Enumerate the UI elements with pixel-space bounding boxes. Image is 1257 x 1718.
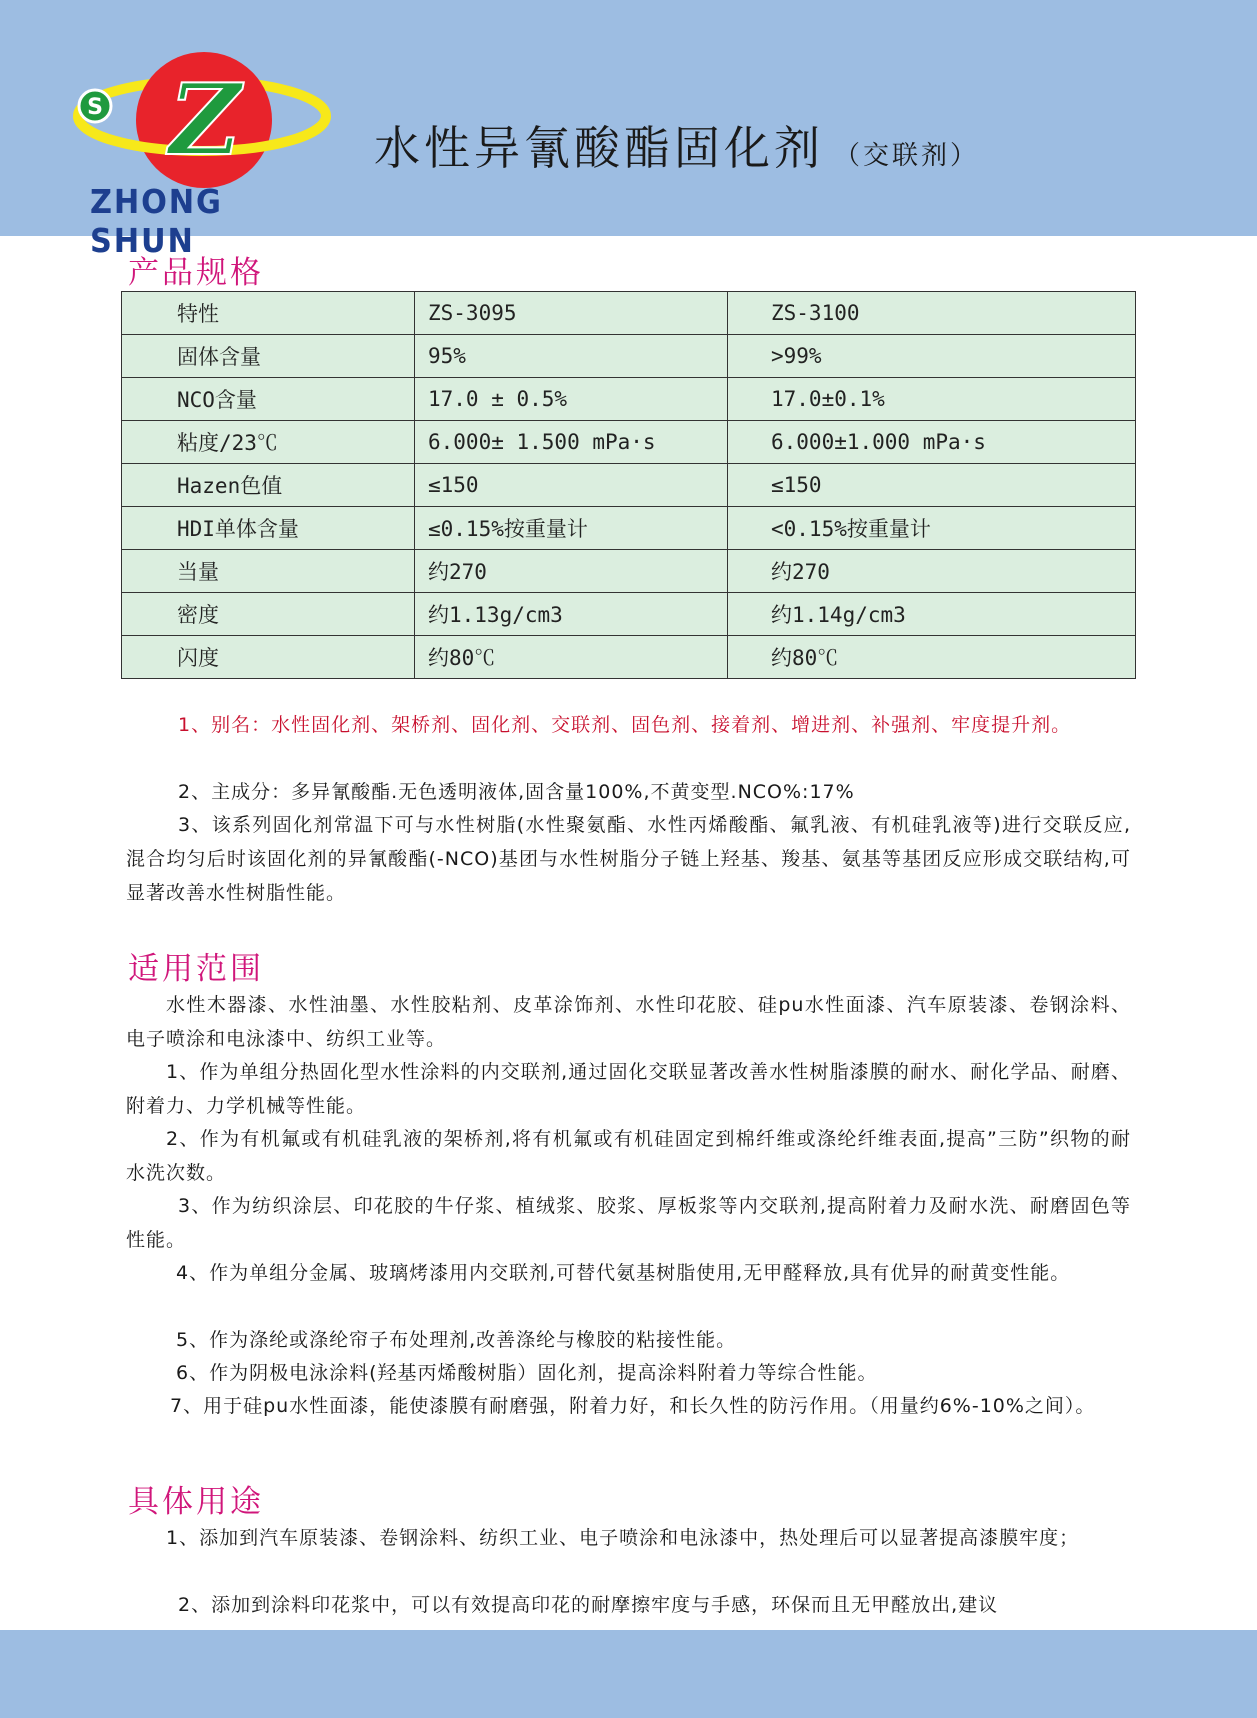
- spec-zs3100-cell: ≤150: [728, 464, 1136, 507]
- spec-property-cell: 密度: [122, 593, 415, 636]
- logo-s-letter: S: [87, 95, 103, 120]
- page-title: [374, 112, 979, 178]
- usage-heading: 具体用途: [128, 1484, 264, 1520]
- spec-zs3095-cell: ZS-3095: [415, 292, 728, 335]
- spec-zs3095-cell: 约1.13g/cm3: [415, 593, 728, 636]
- scope-heading: 适用范围: [128, 951, 264, 987]
- logo-wordmark: ZHONG SHUN: [90, 182, 223, 260]
- spec-zs3095-cell: 17.0 ± 0.5%: [415, 378, 728, 421]
- spec-zs3095-cell: ≤150: [415, 464, 728, 507]
- spec-zs3095-cell: 约270: [415, 550, 728, 593]
- spec-property-cell: 当量: [122, 550, 415, 593]
- usage-item: 2、添加到涂料印花浆中，可以有效提高印花的耐摩擦牢度与手感，环保而且无甲醛放出,建议: [178, 1594, 999, 1616]
- spec-zs3100-cell: 约1.14g/cm3: [728, 593, 1136, 636]
- note-reaction: 3、该系列固化剂常温下可与水性树脂(水性聚氨酯、水性丙烯酸酯、氟乳液、有机硅乳液等)进行交联反应,混合均匀后时该固化剂的异氰酸酯(-NCO)基团与水性树脂分子链上羟基、羧基、氨基等基团反应形成交联结构,可显著改善水性树脂性能。: [126, 814, 1131, 904]
- footer-band: [0, 1630, 1257, 1718]
- scope-item: 2、作为有机氟或有机硅乳液的架桥剂,将有机氟或有机硅固定到棉纤维或涤纶纤维表面,提高”三防”织物的耐水洗次数。: [126, 1128, 1131, 1184]
- usage-item: 1、添加到汽车原装漆、卷钢涂料、纺织工业、电子喷涂和电泳漆中，热处理后可以显著提高漆膜牢度；: [166, 1527, 1080, 1549]
- spec-row: [122, 421, 1136, 464]
- spec-property-cell: 固体含量: [122, 335, 415, 378]
- spec-zs3095-cell: ≤0.15%按重量计: [415, 507, 728, 550]
- note-composition: 2、主成分：多异氰酸酯.无色透明液体,固含量100%,不黄变型.NCO%:17%: [178, 781, 855, 803]
- spec-row: [122, 378, 1136, 421]
- spec-property-cell: 粘度/23℃: [122, 421, 415, 464]
- spec-row: [122, 335, 1136, 378]
- spec-zs3100-cell: 约80℃: [728, 636, 1136, 679]
- scope-item: 5、作为涤纶或涤纶帘子布处理剂,改善涤纶与橡胶的粘接性能。: [176, 1329, 737, 1351]
- spec-zs3100-cell: ZS-3100: [728, 292, 1136, 335]
- spec-property-cell: HDI单体含量: [122, 507, 415, 550]
- scope-intro: 水性木器漆、水性油墨、水性胶粘剂、皮革涂饰剂、水性印花胶、硅pu水性面漆、汽车原装漆、卷钢涂料、电子喷涂和电泳漆中、纺织工业等。: [126, 994, 1131, 1050]
- scope-item: 4、作为单组分金属、玻璃烤漆用内交联剂,可替代氨基树脂使用,无甲醛释放,具有优异的耐黄变性能。: [176, 1262, 1071, 1284]
- spec-zs3095-cell: 约80℃: [415, 636, 728, 679]
- spec-zs3100-cell: 17.0±0.1%: [728, 378, 1136, 421]
- spec-property-cell: NCO含量: [122, 378, 415, 421]
- spec-zs3095-cell: 95%: [415, 335, 728, 378]
- spec-property-cell: Hazen色值: [122, 464, 415, 507]
- spec-row: [122, 636, 1136, 679]
- spec-zs3100-cell: 约270: [728, 550, 1136, 593]
- scope-item: 6、作为阴极电泳涂料(羟基丙烯酸树脂）固化剂，提高涂料附着力等综合性能。: [176, 1362, 878, 1384]
- note-alias: 1、别名：水性固化剂、架桥剂、固化剂、交联剂、固色剂、接着剂、增进剂、补强剂、牢度提升剂。: [178, 714, 1072, 736]
- spec-zs3095-cell: 6.000± 1.500 mPa·s: [415, 421, 728, 464]
- spec-heading: 产品规格: [128, 255, 264, 291]
- spec-property-cell: 闪度: [122, 636, 415, 679]
- spec-row: [122, 550, 1136, 593]
- scope-item: 1、作为单组分热固化型水性涂料的内交联剂,通过固化交联显著改善水性树脂漆膜的耐水、耐化学品、耐磨、附着力、力学机械等性能。: [126, 1061, 1131, 1117]
- spec-property-cell: 特性: [122, 292, 415, 335]
- spec-row: [122, 507, 1136, 550]
- spec-zs3100-cell: >99%: [728, 335, 1136, 378]
- spec-row: [122, 593, 1136, 636]
- title-subtitle: （交联剂）: [834, 141, 980, 171]
- title-text: 水性异氰酸酯固化剂: [374, 121, 824, 175]
- spec-table: [121, 291, 1136, 679]
- scope-item: 7、用于硅pu水性面漆，能使漆膜有耐磨强，附着力好，和长久性的防污作用。（用量约6%-10%之间）。: [170, 1395, 1096, 1417]
- spec-row: [122, 464, 1136, 507]
- spec-zs3100-cell: 6.000±1.000 mPa·s: [728, 421, 1136, 464]
- spec-zs3100-cell: <0.15%按重量计: [728, 507, 1136, 550]
- scope-item: 3、作为纺织涂层、印花胶的牛仔浆、植绒浆、胶浆、厚板浆等内交联剂,提高附着力及耐水洗、耐磨固色等性能。: [126, 1195, 1131, 1251]
- spec-header-row: [122, 292, 1136, 335]
- logo-z-letter: Z: [169, 63, 241, 178]
